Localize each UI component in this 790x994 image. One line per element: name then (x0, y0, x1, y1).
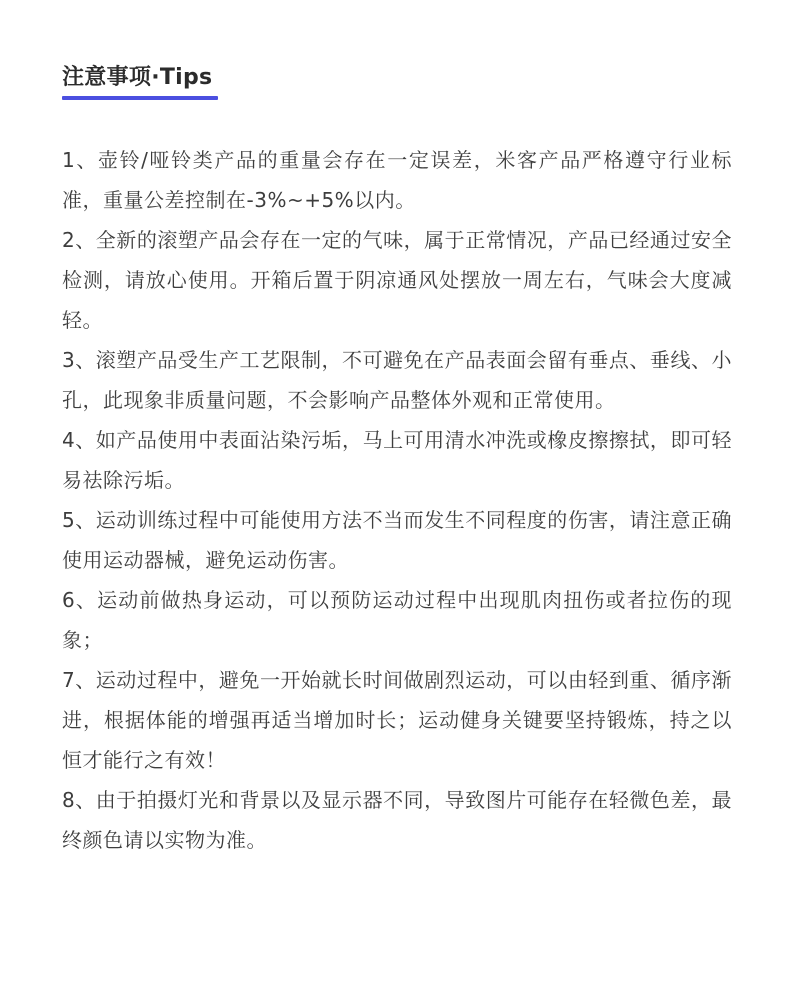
tip-item: 2、全新的滚塑产品会存在一定的气味，属于正常情况，产品已经通过安全检测，请放心使用。开箱后置于阴凉通风处摆放一周左右，气味会大度减轻。 (62, 228, 732, 332)
tips-list (62, 140, 732, 860)
tip-item: 1、壶铃/哑铃类产品的重量会存在一定误差，米客产品严格遵守行业标准，重量公差控制在-3%~+5%以内。 (62, 148, 732, 212)
title-block (62, 62, 218, 100)
tip-item: 3、滚塑产品受生产工艺限制，不可避免在产品表面会留有垂点、垂线、小孔，此现象非质量问题，不会影响产品整体外观和正常使用。 (62, 348, 732, 412)
tip-item: 8、由于拍摄灯光和背景以及显示器不同，导致图片可能存在轻微色差，最终颜色请以实物为准。 (62, 788, 732, 852)
title-underline (62, 96, 218, 100)
tip-item: 6、运动前做热身运动，可以预防运动过程中出现肌肉扭伤或者拉伤的现象； (62, 588, 732, 652)
tip-item: 4、如产品使用中表面沾染污垢，马上可用清水冲洗或橡皮擦擦拭，即可轻易祛除污垢。 (62, 428, 732, 492)
tip-item: 5、运动训练过程中可能使用方法不当而发生不同程度的伤害，请注意正确使用运动器械，避免运动伤害。 (62, 508, 732, 572)
tip-item: 7、运动过程中，避免一开始就长时间做剧烈运动，可以由轻到重、循序渐进，根据体能的增强再适当增加时长；运动健身关键要坚持锻炼，持之以恒才能行之有效！ (62, 668, 732, 772)
page-title: 注意事项·Tips (62, 65, 213, 90)
